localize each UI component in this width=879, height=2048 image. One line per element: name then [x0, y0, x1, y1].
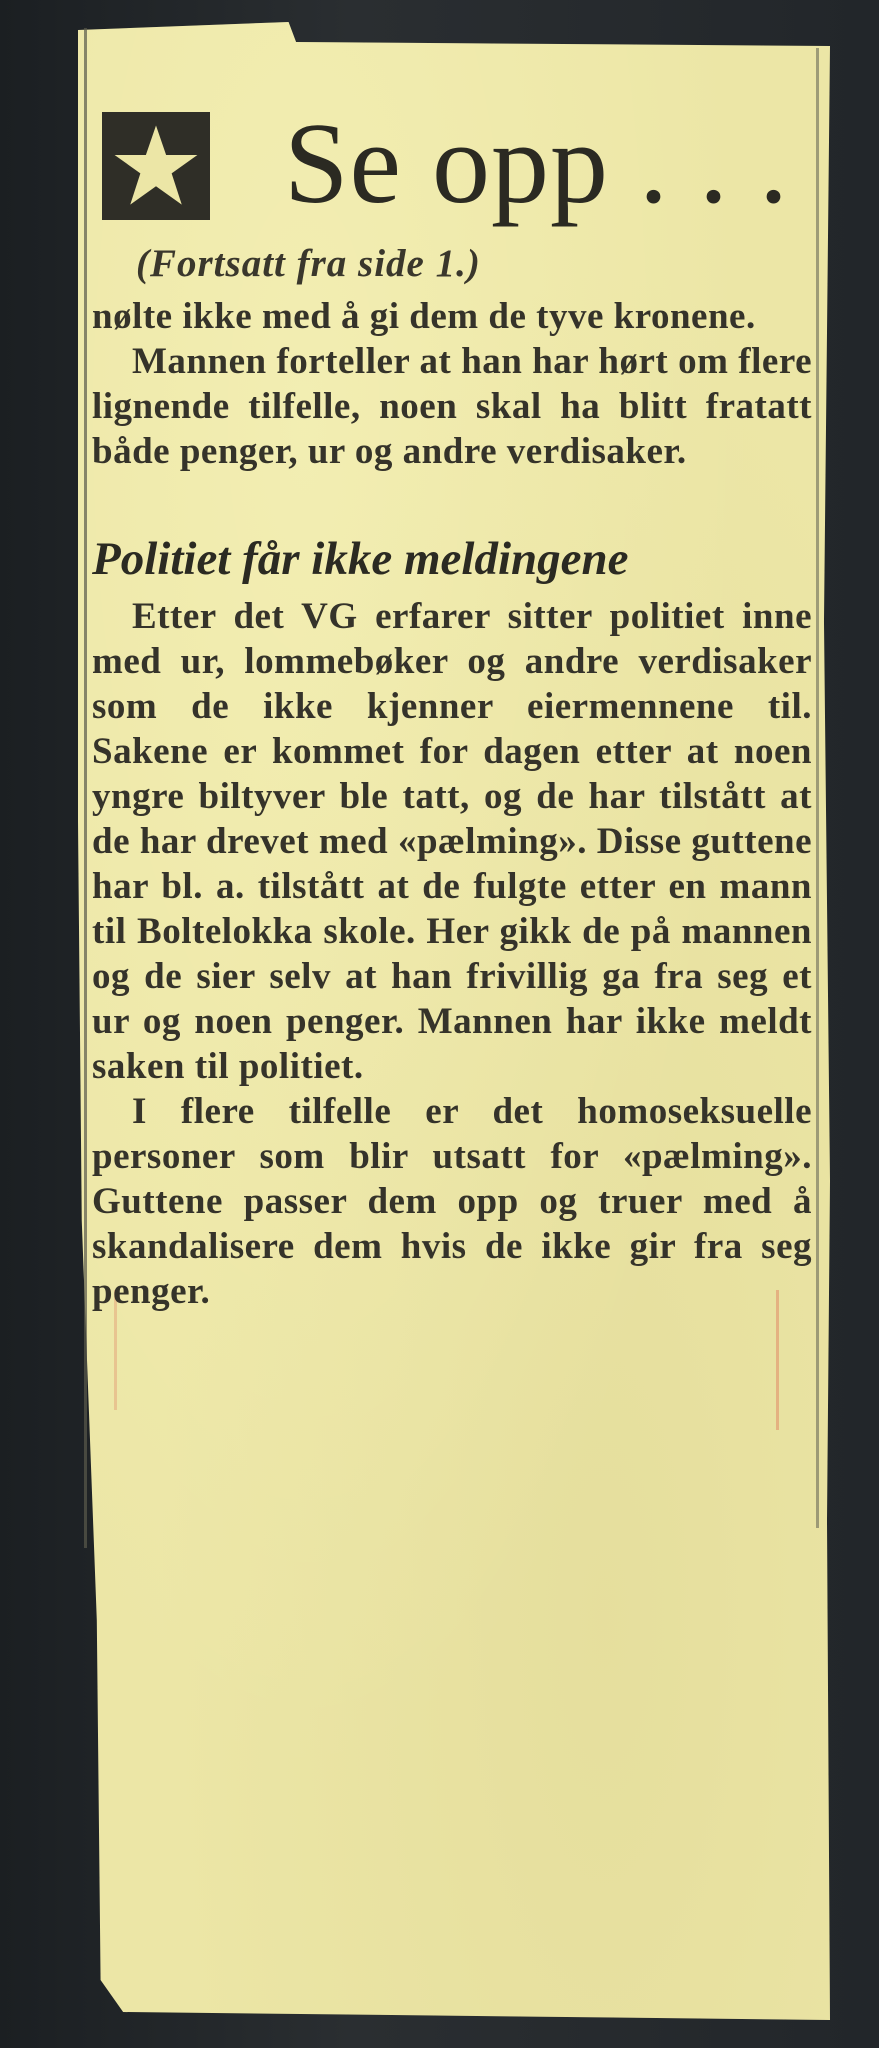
body-paragraph: I flere tilfelle er det homoseksuelle personer som blir utsatt for «pælming». Guttene passer dem opp og truer med å skandalisere dem hvis de ikke gir fra seg penger. [92, 1091, 812, 1312]
headline-row [92, 100, 812, 230]
intro-paragraph: Mannen forteller at han har hørt om flere lignende tilfelle, noen skal ha blitt fratatt både penger, ur og andre verdisaker. [92, 341, 812, 472]
column-rule-right [816, 48, 819, 1528]
column-rule-left [84, 28, 87, 1548]
intro-paragraph: nølte ikke med å gi dem de tyve kronene. [92, 296, 756, 337]
headline: Se opp . . . [284, 100, 789, 228]
article [92, 100, 812, 1314]
star-icon-glyph [110, 120, 202, 212]
continued-note: (Fortsatt fra side 1.) [136, 242, 481, 285]
subheading: Politiet får ikke meldingene [92, 533, 629, 585]
body-paragraph: Etter det VG erfarer sitter politiet inne med ur, lommebøker og andre verdisaker som de ikke kjenner eiermennene til. Sakene er kommet for dagen etter at noen yngre biltyver ble tatt, og de har tilstått at de har drevet med «pælming». Disse guttene har bl. a. tilstått at de fulgte etter en mann til Boltelokka skole. Her gikk de på mannen og de sier selv at han frivillig ga fra seg et ur og noen penger. Mannen har ikke meldt saken til politiet. [92, 596, 812, 1087]
star-icon [102, 112, 210, 220]
